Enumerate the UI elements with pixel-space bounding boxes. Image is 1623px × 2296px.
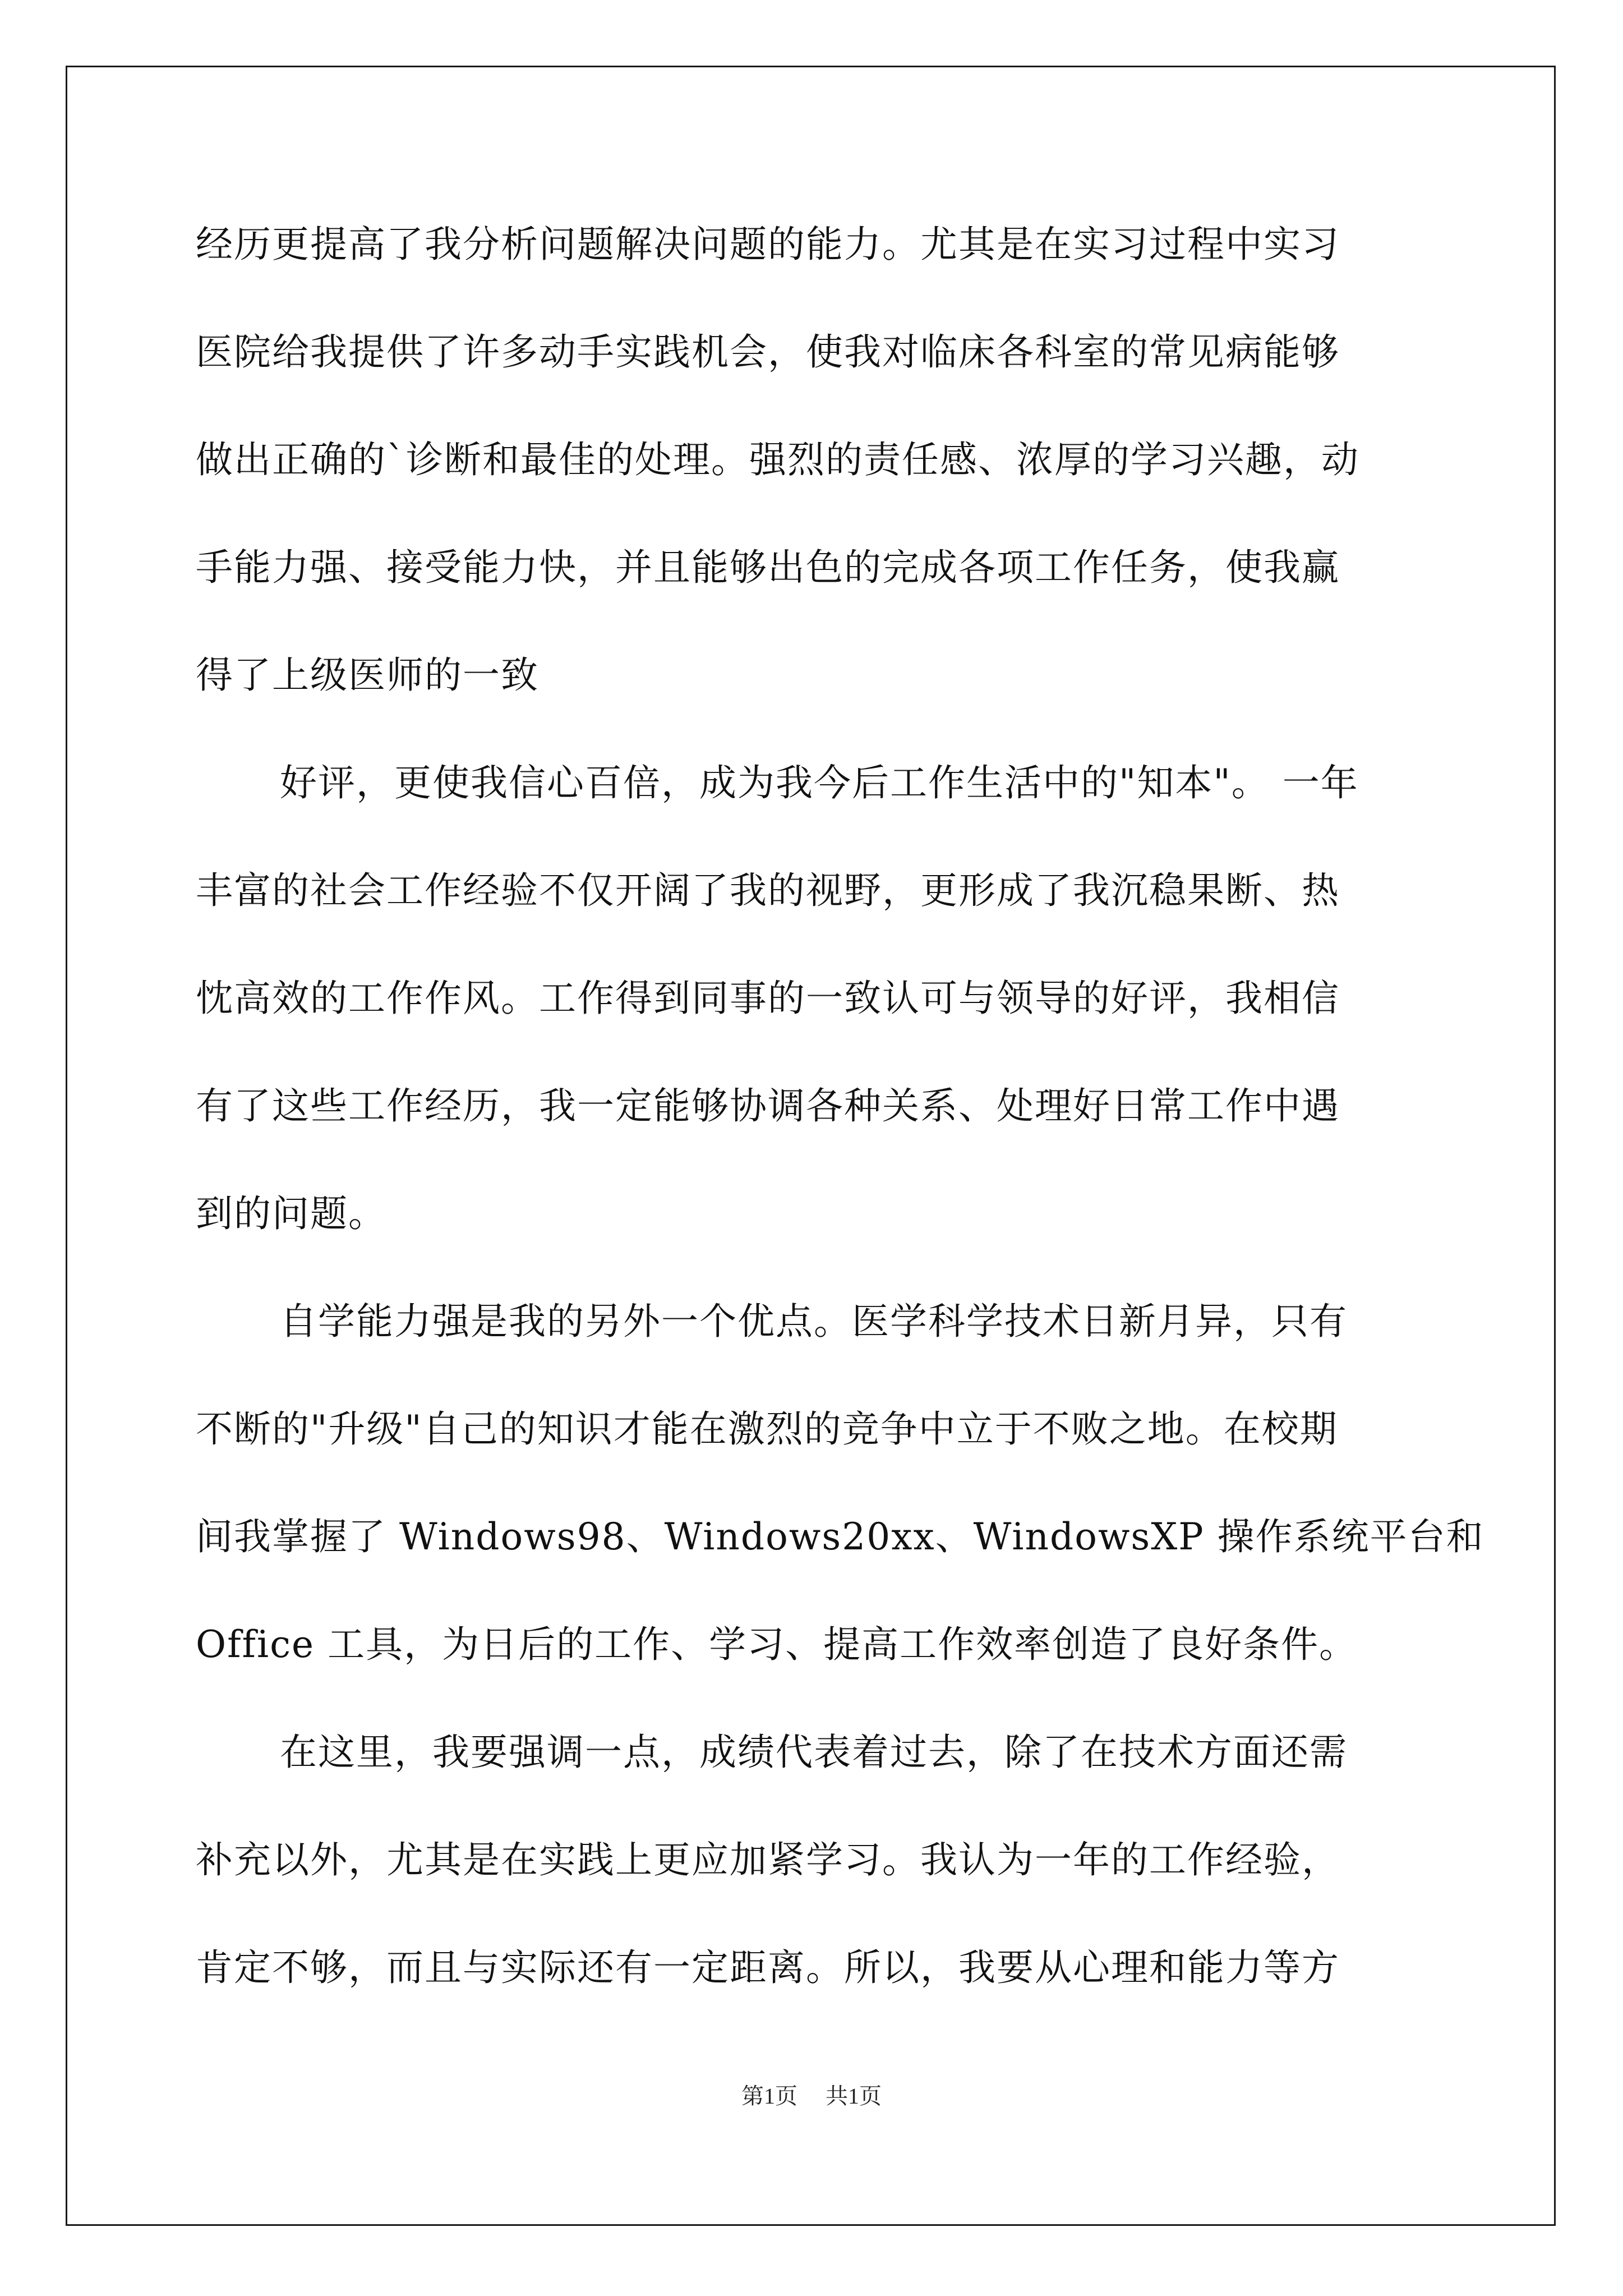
text-line: 做出正确的`诊断和最佳的处理。强烈的责任感、浓厚的学习兴趣，动	[196, 438, 1359, 481]
paragraph-first-line: 自学能力强是我的另外一个优点。医学科学技术日新月异，只有	[280, 1300, 1348, 1343]
text-line: 间我掌握了 Windows98、Windows20xx、WindowsXP 操作系统平台和	[196, 1515, 1484, 1558]
text-line: 丰富的社会工作经验不仅开阔了我的视野，更形成了我沉稳果断、热	[196, 869, 1340, 912]
page-number-total: 共1页	[826, 2083, 882, 2109]
text-line: Office 工具，为日后的工作、学习、提高工作效率创造了良好条件。	[196, 1623, 1358, 1666]
text-line: 忱高效的工作作风。工作得到同事的一致认可与领导的好评，我相信	[196, 977, 1340, 1020]
paragraph-first-line: 在这里，我要强调一点，成绩代表着过去，除了在技术方面还需	[280, 1731, 1348, 1774]
document-body	[196, 205, 1484, 2036]
text-line: 医院给我提供了许多动手实践机会，使我对临床各科室的常见病能够	[196, 330, 1340, 374]
text-line: 经历更提高了我分析问题解决问题的能力。尤其是在实习过程中实习	[196, 223, 1340, 266]
text-line: 有了这些工作经历，我一定能够协调各种关系、处理好日常工作中遇	[196, 1084, 1340, 1128]
text-line: 不断的"升级"自己的知识才能在激烈的竞争中立于不败之地。在校期	[196, 1407, 1338, 1451]
text-line: 补充以外，尤其是在实践上更应加紧学习。我认为一年的工作经验，	[196, 1838, 1340, 1881]
text-line: 得了上级医师的一致	[196, 654, 539, 697]
paragraph-first-line: 好评，更使我信心百倍，成为我今后工作生活中的"知本"。 一年	[280, 761, 1359, 804]
page-footer	[0, 2079, 1623, 2113]
page-number-current: 第1页	[741, 2083, 797, 2109]
text-line: 肯定不够，而且与实际还有一定距离。所以，我要从心理和能力等方	[196, 1946, 1340, 1989]
text-line: 手能力强、接受能力快，并且能够出色的完成各项工作任务，使我赢	[196, 546, 1340, 589]
text-line: 到的问题。	[196, 1192, 386, 1235]
